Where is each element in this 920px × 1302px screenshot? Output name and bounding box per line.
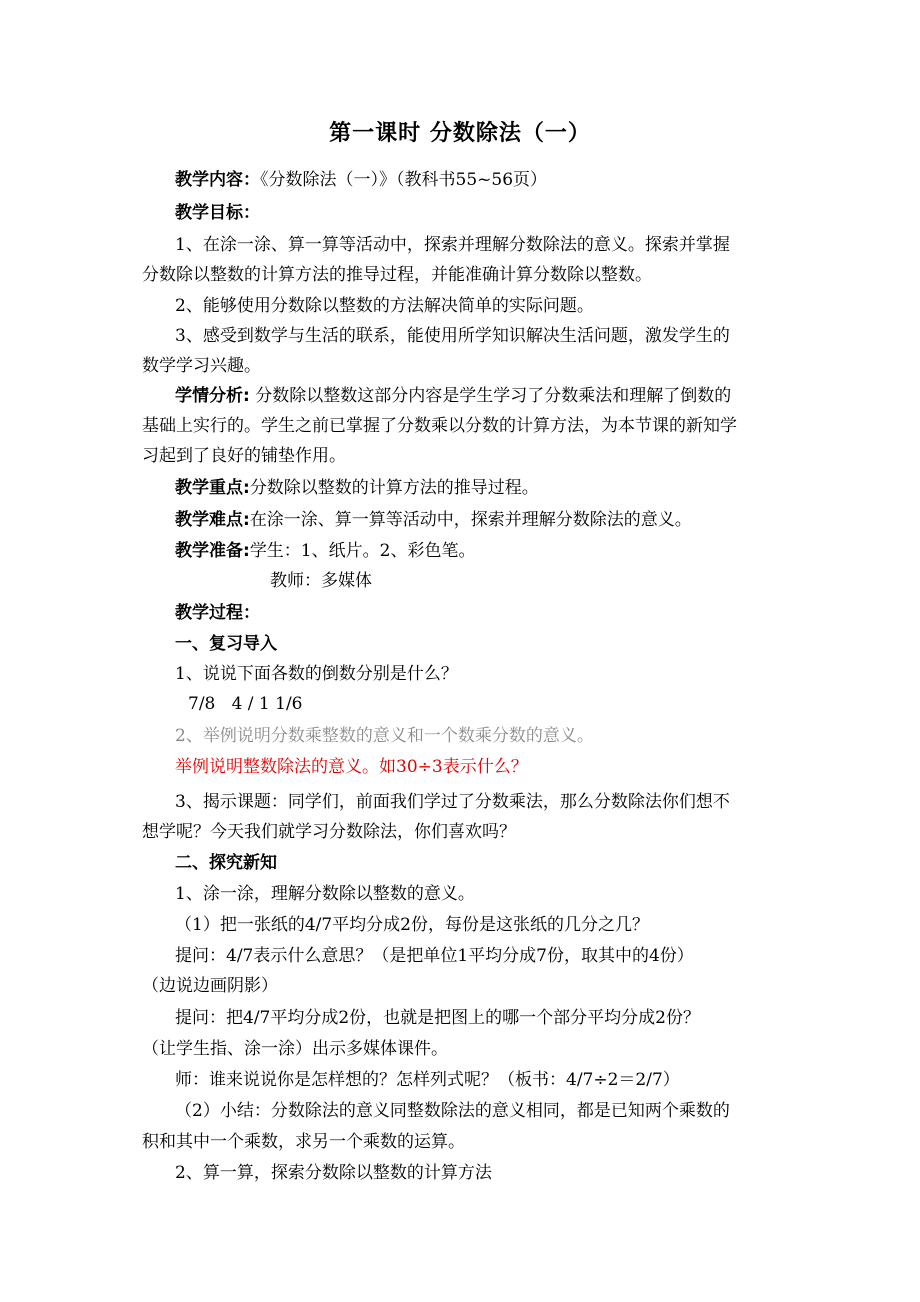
teacher-question: 师：谁来说说你是怎样想的？怎样列式呢？（板书：4/7÷2＝2/7）: [175, 1070, 680, 1090]
explore-step-1-1: （1）把一张纸的4/7平均分成2份，每份是这张纸的几分之几？: [175, 915, 649, 935]
goal-3-line-2: 数学学习兴趣。: [142, 356, 261, 376]
ask-1-line-1: 提问：4/7表示什么意思？（是把单位1平均分成7份，取其中的4份）: [175, 946, 694, 966]
content-line: [175, 170, 825, 190]
goal-3-line-1: 3、感受到数学与生活的联系，能使用所学知识解决生活问题，激发学生的: [175, 326, 730, 346]
goals-label: 教学目标：: [175, 203, 260, 223]
section-2-heading: 二、探究新知: [175, 853, 277, 873]
explore-step-2: 2、算一算，探索分数除以整数的计算方法: [175, 1163, 492, 1183]
analysis-line-2: 基础上实行的。学生之前已掌握了分数乘以分数的计算方法，为本节课的新知学: [142, 416, 737, 436]
key-text: 分数除以整数的计算方法的推导过程。: [249, 478, 539, 498]
analysis-line-3: 习起到了良好的铺垫作用。: [142, 446, 346, 466]
ask-1-line-2: （边说边画阴影）: [142, 976, 278, 996]
analysis-line-1: [175, 386, 825, 406]
explore-step-1: 1、涂一涂，理解分数除以整数的意义。: [175, 884, 475, 904]
key-label: 教学重点:: [175, 478, 250, 498]
ask-2-line-2: （让学生指、涂一涂）出示多媒体课件。: [142, 1039, 448, 1059]
review-question-1: 1、说说下面各数的倒数分别是什么？: [175, 664, 458, 684]
review-question-3-line-2: 想学呢？今天我们就学习分数除法，你们喜欢吗？: [142, 822, 516, 842]
prep-teacher: 教师：多媒体: [270, 571, 372, 591]
difficulty-text: 在涂一涂、算一算等活动中，探索并理解分数除法的意义。: [249, 510, 692, 530]
review-question-2: 2、举例说明分数乘整数的意义和一个数乘分数的意义。: [175, 726, 594, 746]
section-1-heading: 一、复习导入: [175, 634, 277, 654]
process-label: 教学过程：: [175, 603, 260, 623]
key-point-line: [175, 478, 825, 498]
reciprocal-numbers: 7/8 4 / 1 1/6: [188, 694, 303, 714]
analysis-text-1: 分数除以整数这部分内容是学生学习了分数乘法和理解了倒数的: [249, 386, 732, 406]
review-question-3-line-1: 3、揭示课题：同学们，前面我们学过了分数乘法，那么分数除法你们想不: [175, 792, 730, 812]
content-label: 教学内容：: [175, 170, 260, 190]
difficulty-label: 教学难点:: [175, 510, 250, 530]
summary-line-2: 积和其中一个乘数，求另一个乘数的运算。: [142, 1132, 465, 1152]
analysis-label: 学情分析:: [175, 386, 250, 406]
page-title: 第一课时 分数除法（一）: [329, 121, 591, 146]
goal-2: 2、能够使用分数除以整数的方法解决简单的实际问题。: [175, 296, 594, 316]
prep-label: 教学准备:: [175, 541, 250, 561]
difficulty-line: [175, 510, 825, 530]
content-text: 《分数除法（一）》（教科书55~56页）: [260, 170, 548, 190]
goal-1-line-2: 分数除以整数的计算方法的推导过程，并能准确计算分数除以整数。: [142, 265, 652, 285]
ask-2-line-1: 提问：把4/7平均分成2份，也就是把图上的哪一个部分平均分成2份？: [175, 1008, 700, 1028]
prep-student: 学生：1、纸片。2、彩色笔。: [249, 541, 476, 561]
summary-line-1: （2）小结：分数除法的意义同整数除法的意义相同，都是已知两个乘数的: [175, 1101, 730, 1121]
goal-1-line-1: 1、在涂一涂、算一算等活动中，探索并理解分数除法的意义。探索并掌握: [175, 235, 730, 255]
review-question-2-red: 举例说明整数除法的意义。如30÷3表示什么？: [175, 757, 528, 777]
prep-line: [175, 541, 825, 561]
